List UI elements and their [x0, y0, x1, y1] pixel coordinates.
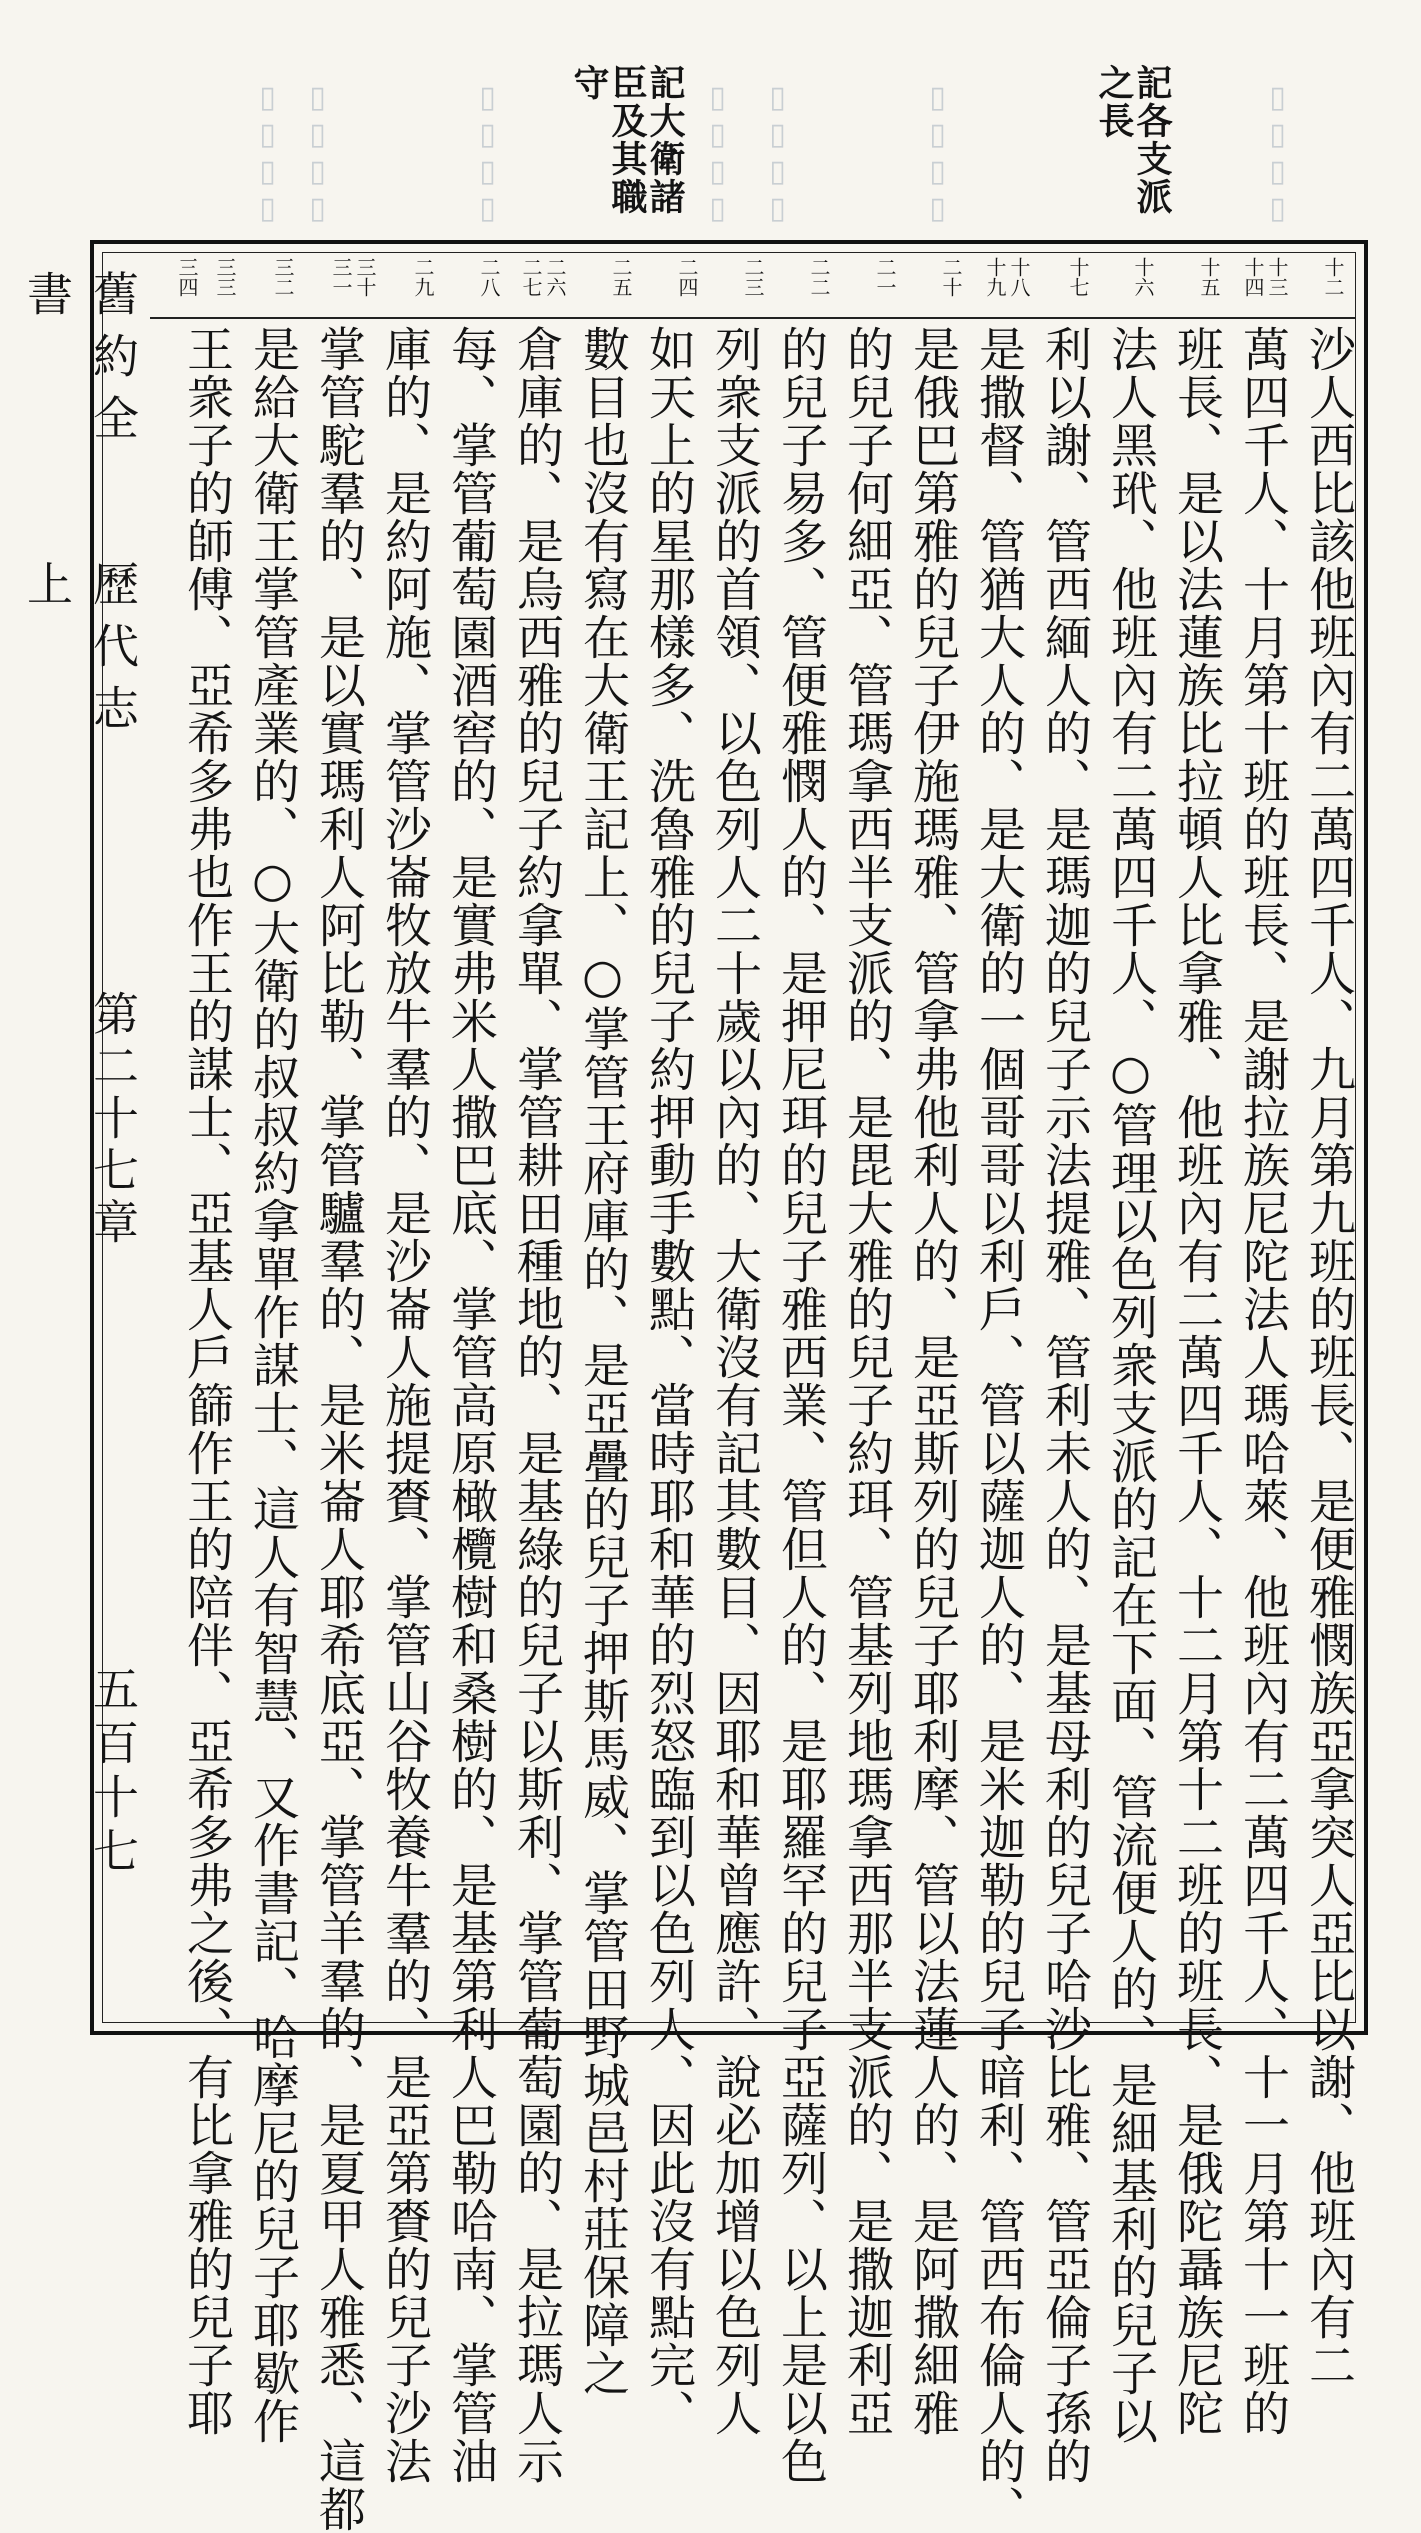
line-number: 二八 [477, 257, 501, 297]
text-column: 掌管駝羣的、是以實瑪利人阿比勒、掌管驢羣的、是米崙人耶希底亞、掌管羊羣的、是夏甲人雅悉、這都 [311, 325, 366, 2533]
line-number: 三三 [213, 257, 237, 297]
line-number: 二十 [939, 257, 963, 297]
line-number: 二五 [609, 257, 633, 297]
text-column: 是撒督、管猶大人的、是大衛的一個哥哥以利戶、管以薩迦人的、是米迦勒的兒子暗利、管西布倫人的、 [971, 325, 1026, 2533]
show-through-text: ▯▯▯▯ [920, 80, 955, 228]
line-number: 十五 [1197, 257, 1221, 297]
show-through-text: ▯▯▯▯ [470, 80, 505, 228]
text-column: 每、掌管葡萄園酒窖的、是實弗米人撒巴底、掌管高原橄欖樹和桑樹的、是基第利人巴勒哈南、掌管油 [443, 325, 498, 2485]
text-column: 班長、是以法蓮族比拉頓人比拿雅、他班內有二萬四千人、十二月第十二班的班長、是俄陀聶族尼陀 [1169, 325, 1224, 2437]
text-column: 是給大衛王掌管產業的、○大衛的叔叔約拿單作謀士、這人有智慧、又作書記、哈摩尼的兒子耶歇作 [245, 325, 300, 2445]
line-number: 二三 [741, 257, 765, 297]
running-title-section: 歷代志上 [20, 560, 140, 746]
line-number: 三十 [353, 257, 377, 297]
running-title-chapter: 第二十七章 [86, 990, 140, 1250]
text-column: 如天上的星那樣多、洗魯雅的兒子約押動手數點、當時耶和華的烈怒臨到以色列人、因此沒有點完、 [641, 325, 696, 2437]
text-column: 利以謝、管西緬人的、是瑪迦的兒子示法提雅、管利未人的、是基母利的兒子哈沙比雅、管亞倫子孫的 [1037, 325, 1092, 2485]
line-number: 二一 [873, 257, 897, 297]
scripture-text-body [150, 325, 1356, 2533]
line-number: 十四 [1241, 257, 1265, 297]
page-number: 五百十七 [86, 1665, 140, 1881]
line-number: 十八 [1007, 257, 1031, 297]
text-column: 王衆子的師傅、亞希多弗也作王的謀士、亞基人戶篩作王的陪伴、亞希多弗之後、有比拿雅的兒子耶 [179, 325, 234, 2437]
text-column: 萬四千人、十月第十班的班長、是謝拉族尼陀法人瑪哈萊、他班內有二萬四千人、十一月第十一班的 [1235, 325, 1290, 2437]
line-number: 二四 [675, 257, 699, 297]
line-number: 二六 [543, 257, 567, 297]
text-column: 數目也沒有寫在大衛王記上、○掌管王府庫的、是亞疊的兒子押斯馬威、掌管田野城邑村莊保障之 [575, 325, 630, 2397]
line-number: 三四 [175, 257, 199, 297]
text-column: 的兒子何細亞、管瑪拿西半支派的、是毘大雅的兒子約珥、管基列地瑪拿西那半支派的、是撒迦利亞 [839, 325, 894, 2437]
show-through-text: ▯▯▯▯ [760, 80, 795, 228]
text-column: 是俄巴第雅的兒子伊施瑪雅、管拿弗他利人的、是亞斯列的兒子耶利摩、管以法蓮人的、是阿撒細雅 [905, 325, 960, 2437]
show-through-text: ▯▯▯▯ [300, 80, 335, 228]
show-through-text: ▯▯▯▯ [250, 80, 285, 228]
text-column: 庫的、是約阿施、掌管沙崙牧放牛羣的、是沙崙人施提賚、掌管山谷牧養牛羣的、是亞第賚的兒子沙法 [377, 325, 432, 2485]
line-number: 二九 [411, 257, 435, 297]
text-column: 沙人西比該他班內有二萬四千人、九月第九班的班長、是便雅憫族亞拿突人亞比以謝、他班內有二 [1301, 325, 1356, 2389]
top-note-david-officials: 記大衛諸臣及其職守 [568, 64, 686, 216]
line-number: 二七 [519, 257, 543, 297]
line-number: 十二 [1321, 257, 1345, 297]
text-column: 法人黑玳、他班內有二萬四千人、○管理以色列衆支派的記在下面、管流便人的、是細基利的兒子以 [1103, 325, 1158, 2445]
line-number-strip [150, 255, 1355, 319]
line-number: 三二 [271, 257, 295, 297]
line-number: 十六 [1131, 257, 1155, 297]
show-through-text: ▯▯▯▯ [1260, 80, 1295, 228]
line-number: 十三 [1265, 257, 1289, 297]
line-number: 十九 [983, 257, 1007, 297]
line-number: 三一 [329, 257, 353, 297]
text-column: 列衆支派的首領、以色列人二十歲以內的、大衛沒有記其數目、因耶和華曾應許、說必加增以色列人 [707, 325, 762, 2437]
show-through-text: ▯▯▯▯ [700, 80, 735, 228]
line-number: 二二 [807, 257, 831, 297]
line-number: 十七 [1066, 257, 1090, 297]
text-column: 倉庫的、是烏西雅的兒子約拿單、掌管耕田種地的、是基綠的兒子以斯利、掌管葡萄園的、是拉瑪人示 [509, 325, 564, 2485]
text-column: 的兒子易多、管便雅憫人的、是押尼珥的兒子雅西業、管但人的、是耶羅罕的兒子亞薩列、以上是以色 [773, 325, 828, 2485]
running-title-book: 舊約全書 [20, 270, 140, 456]
top-note-tribal-leaders: 記各支派之長 [1093, 64, 1173, 216]
